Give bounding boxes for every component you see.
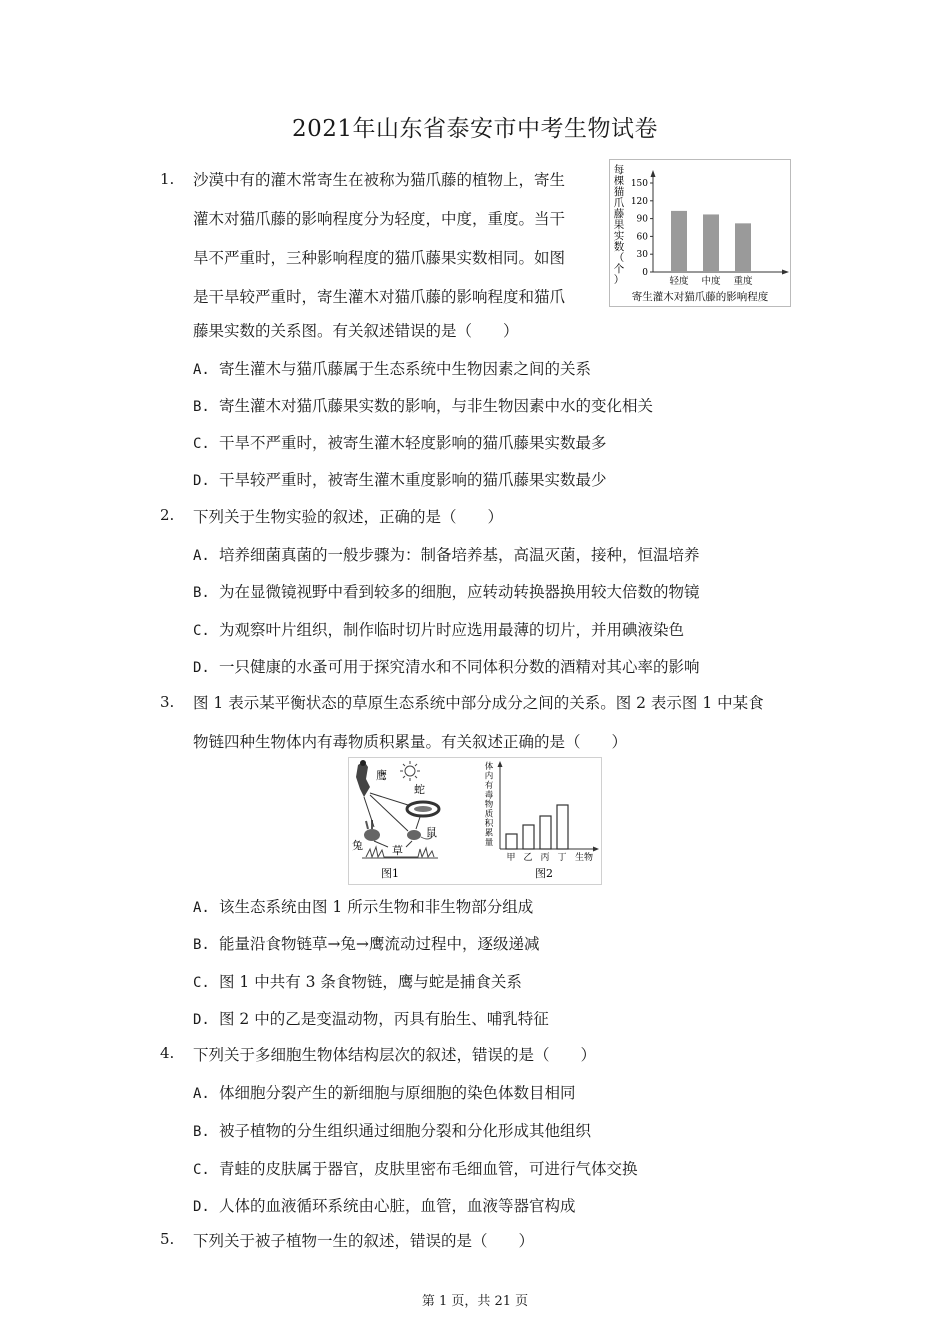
option-label: D. <box>193 660 210 676</box>
option-text: 寄生灌木与猫爪藤属于生态系统中生物因素之间的关系 <box>219 360 592 378</box>
chart-ylabel-glyph: 数 <box>613 241 625 253</box>
toxin-chart-xlabel: 生物 <box>574 853 594 863</box>
option-label: B. <box>193 399 210 415</box>
option-D <box>193 655 700 677</box>
question-2-line: 下列关于生物实验的叙述，正确的是（ ） <box>193 508 504 526</box>
option-label: C. <box>193 975 210 991</box>
option-A <box>193 543 700 565</box>
category-label: 重度 <box>733 276 753 287</box>
option-text: 图 2 中的乙是变温动物，丙具有胎生、哺乳特征 <box>219 1010 549 1028</box>
question-1-line: 是干旱较严重时，寄生灌木对猫爪藤的影响程度和猫爪 <box>193 288 566 306</box>
eagle-label: 鹰 <box>376 769 387 782</box>
option-C <box>193 431 607 453</box>
option-label: C. <box>193 436 210 452</box>
chart-ylabel-glyph: 爪 <box>613 197 625 209</box>
chart-ylabel-glyph: 个 <box>613 263 625 275</box>
option-text: 图 1 中共有 3 条食物链，鹰与蛇是捕食关系 <box>219 973 522 991</box>
bar-chart-svg <box>609 159 791 307</box>
toxin-category: 丙 <box>540 853 550 863</box>
chart-ylabel <box>614 163 625 286</box>
option-label: C. <box>193 623 210 639</box>
toxin-ylabel-glyph: 体 <box>484 762 494 772</box>
toxin-ylabel-glyph: 质 <box>484 809 494 820</box>
chart-xlabel: 寄生灌木对猫爪藤的影响程度 <box>631 291 769 303</box>
option-A <box>193 1081 576 1103</box>
toxin-ylabel-glyph: 累 <box>484 828 494 839</box>
chart-ylabel-glyph: 藤 <box>613 208 625 220</box>
option-B <box>193 932 539 954</box>
question-2-number: 2. <box>160 506 175 524</box>
chart-ylabel-glyph: （ <box>613 252 625 264</box>
option-label: C. <box>193 1162 210 1178</box>
option-text: 青蛙的皮肤属于器官，皮肤里密布毛细血管，可进行气体交换 <box>219 1160 638 1178</box>
option-A <box>193 895 533 917</box>
option-C <box>193 1157 638 1179</box>
toxin-category: 丁 <box>557 853 567 863</box>
question-5-number: 5. <box>160 1230 175 1248</box>
question-3-number: 3. <box>160 693 175 711</box>
chart-ylabel-glyph: 实 <box>613 230 625 242</box>
question-1-line: 旱不严重时，三种影响程度的猫爪藤果实数相同。如图 <box>193 249 566 267</box>
toxin-ylabel-glyph: 量 <box>484 838 494 848</box>
option-label: A. <box>193 548 210 564</box>
option-text: 为观察叶片组织，制作临时切片时应选用最薄的切片，并用碘液染色 <box>219 621 685 639</box>
bar <box>703 214 719 272</box>
chart-ylabel-glyph: 猫 <box>613 186 625 198</box>
question-1-bar-chart <box>609 159 791 307</box>
option-B <box>193 394 653 416</box>
option-text: 体细胞分裂产生的新细胞与原细胞的染色体数目相同 <box>219 1084 576 1102</box>
toxin-ylabel-glyph: 内 <box>484 771 494 782</box>
y-tick-label: 150 <box>630 179 648 189</box>
mouse-label: 鼠 <box>426 826 437 839</box>
chart-ylabel-glyph: ） <box>613 274 625 286</box>
snake-label: 蛇 <box>414 783 425 796</box>
option-D <box>193 1007 549 1029</box>
option-B <box>193 580 700 602</box>
option-label: D. <box>193 1199 210 1215</box>
question-1-line: 灌木对猫爪藤的影响程度分为轻度，中度，重度。当干 <box>193 210 566 228</box>
chart-ylabel-glyph: 棵 <box>613 175 625 187</box>
y-tick-label: 60 <box>636 232 648 243</box>
option-text: 能量沿食物链草→兔→鹰流动过程中，逐级递减 <box>219 935 540 953</box>
option-label: D. <box>193 1012 210 1028</box>
chart-ylabel-glyph: 果 <box>613 219 625 231</box>
toxin-category: 乙 <box>523 853 533 863</box>
rabbit-label: 兔 <box>352 839 363 852</box>
toxin-ylabel-glyph: 有 <box>484 781 494 791</box>
option-text: 为在显微镜视野中看到较多的细胞，应转动转换器换用较大倍数的物镜 <box>219 583 700 601</box>
option-text: 干旱较严重时，被寄生灌木重度影响的猫爪藤果实数最少 <box>219 471 607 489</box>
question-4-line: 下列关于多细胞生物体结构层次的叙述，错误的是（ ） <box>193 1046 597 1064</box>
option-A <box>193 357 591 379</box>
option-label: B. <box>193 937 210 953</box>
figure-1-caption: 图1 <box>381 867 399 880</box>
option-label: B. <box>193 585 210 601</box>
option-text: 人体的血液循环系统由心脏，血管，血液等器官构成 <box>219 1197 576 1215</box>
category-label: 中度 <box>701 276 721 287</box>
toxin-chart-ylabel <box>485 761 494 848</box>
question-3-line: 物链四种生物体内有毒物质积累量。有关叙述正确的是（ ） <box>193 733 628 751</box>
food-web-and-toxin-chart <box>348 757 602 885</box>
option-B <box>193 1119 591 1141</box>
y-tick-label: 90 <box>636 214 648 225</box>
option-label: B. <box>193 1124 210 1140</box>
option-text: 寄生灌木对猫爪藤果实数的影响，与非生物因素中水的变化相关 <box>219 397 654 415</box>
figure-2-caption: 图2 <box>535 867 553 880</box>
y-tick-label: 30 <box>636 250 648 261</box>
page-title: 2021年山东省泰安市中考生物试卷 <box>291 116 659 142</box>
chart-ylabel-glyph: 每 <box>613 164 625 176</box>
question-3-line: 图 1 表示某平衡状态的草原生态系统中部分成分之间的关系。图 2 表示图 1 中某食 <box>193 694 764 712</box>
option-text: 被子植物的分生组织通过细胞分裂和分化形成其他组织 <box>219 1122 592 1140</box>
grass-label: 草 <box>392 844 403 857</box>
y-tick-label: 120 <box>630 196 648 207</box>
y-tick-label: 0 <box>642 268 648 278</box>
bar <box>671 211 687 272</box>
option-C <box>193 618 684 640</box>
question-1-number: 1. <box>160 170 175 188</box>
category-label: 轻度 <box>669 276 689 287</box>
option-label: A. <box>193 1086 210 1102</box>
question-3-figures <box>348 757 602 885</box>
option-D <box>193 1194 576 1216</box>
toxin-category: 甲 <box>506 853 516 863</box>
option-C <box>193 970 522 992</box>
option-label: A. <box>193 362 210 378</box>
question-1-line: 藤果实数的关系图。有关叙述错误的是（ ） <box>193 322 519 340</box>
option-text: 培养细菌真菌的一般步骤为：制备培养基，高温灭菌，接种，恒温培养 <box>219 546 700 564</box>
option-label: A. <box>193 900 210 916</box>
page-footer: 第 1 页，共 21 页 <box>421 1294 529 1309</box>
bar <box>735 223 751 272</box>
option-text: 一只健康的水蚤可用于探究清水和不同体积分数的酒精对其心率的影响 <box>219 658 700 676</box>
question-5-line: 下列关于被子植物一生的叙述，错误的是（ ） <box>193 1232 535 1250</box>
question-4-number: 4. <box>160 1044 175 1062</box>
toxin-ylabel-glyph: 毒 <box>484 790 494 801</box>
toxin-ylabel-glyph: 积 <box>484 819 494 829</box>
option-text: 干旱不严重时，被寄生灌木轻度影响的猫爪藤果实数最多 <box>219 434 607 452</box>
option-label: D. <box>193 473 210 489</box>
question-1-line: 沙漠中有的灌木常寄生在被称为猫爪藤的植物上，寄生 <box>193 171 566 189</box>
option-D <box>193 468 607 490</box>
option-text: 该生态系统由图 1 所示生物和非生物部分组成 <box>219 898 534 916</box>
toxin-ylabel-glyph: 物 <box>484 800 494 810</box>
